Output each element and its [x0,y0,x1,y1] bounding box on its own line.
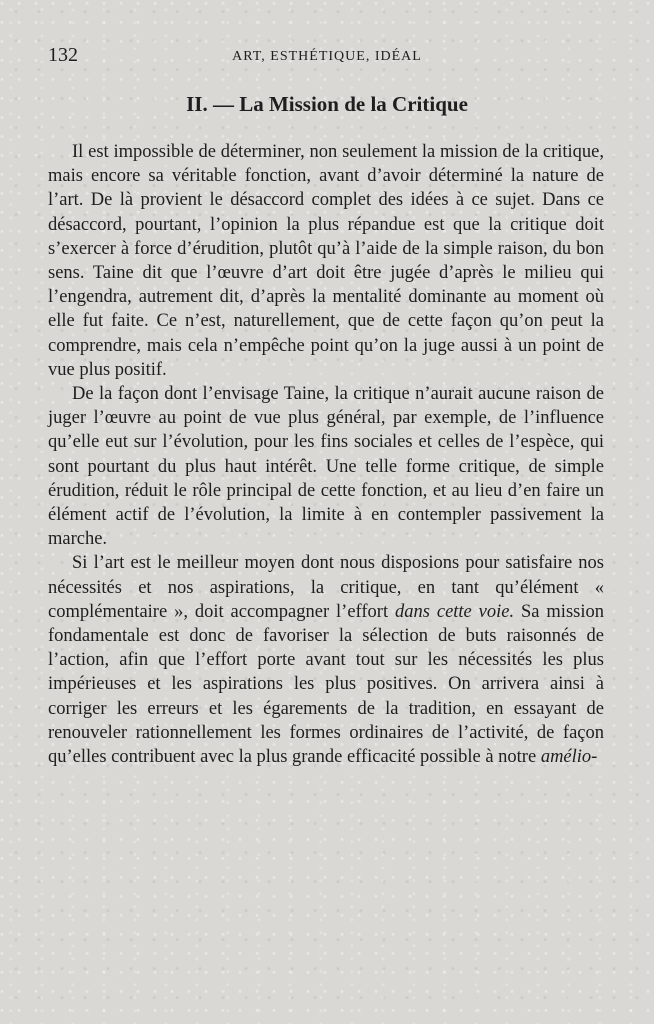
running-head [48,40,606,70]
section-title: II. — La Mission de la Critique [186,92,468,116]
paragraph-1: Il est impossible de déterminer, non seulement la mission de la critique, mais encore sa véritable fonction, avant d’avoir déterminé la nature de l’art. De là provient le désaccord complet des idées à ce sujet. Dans ce désaccord, pourtant, l’opinion la plus répandue est que la critique doit s’exercer à force d’érudition, plutôt qu’à l’aide de la simple raison, du bon sens. Taine dit que l’œuvre d’art doit être jugée d’après le milieu qui l’engendra, autrement dit, d’après la mentalité dominante au moment où elle fut faite. Ce n’est, naturellement, que de cette façon qu’on peut la comprendre, mais cela n’empêche point qu’on la juge aussi à un point de vue plus positif. [48,142,604,380]
paragraph-3-italic-end: amélio- [540,747,598,768]
body-text [48,140,604,769]
running-title: ART, ESTHÉTIQUE, IDÉAL [232,49,422,64]
paragraph-3-part-1: Si l’art est le meilleur moyen dont nous disposions pour satisfaire nos nécessités et nos aspirations, la critique, en tant qu’élément « complémentaire », doit accompagner l’effort [48,553,604,622]
paragraph-3 [48,551,604,769]
paragraph-2: De la façon dont l’envisage Taine, la critique n’aurait aucune raison de juger l’œuvre au point de vue plus général, par exemple, de l’influence qu’elle eut sur l’évolution, pour les fins sociales et celles de l’espèce, qui sont pourtant du plus haut intérêt. Une telle forme critique, de simple érudition, réduit le rôle principal de cette fonction, et au lieu d’en faire un élément actif de l’évolution, la limite à en contempler passivement la marche. [48,384,604,550]
page-number: 132 [48,44,78,66]
paragraph-3-part-2: Sa mission fondamentale est donc de favoriser la sélection de buts raisonnés de l’action, afin que l’effort porte avant tout sur les nécessités les plus impérieuses et les aspirations les plus positives. On arrivera ainsi à corriger les erreurs et les égarements de la tradition, en essayant de renouveler rationnellement les formes ordinaires de l’activité, de façon qu’elles contribuent avec la plus grande efficacité possible à notre [48,601,604,768]
paragraph-3-italic-phrase: dans cette voie. [395,601,515,622]
